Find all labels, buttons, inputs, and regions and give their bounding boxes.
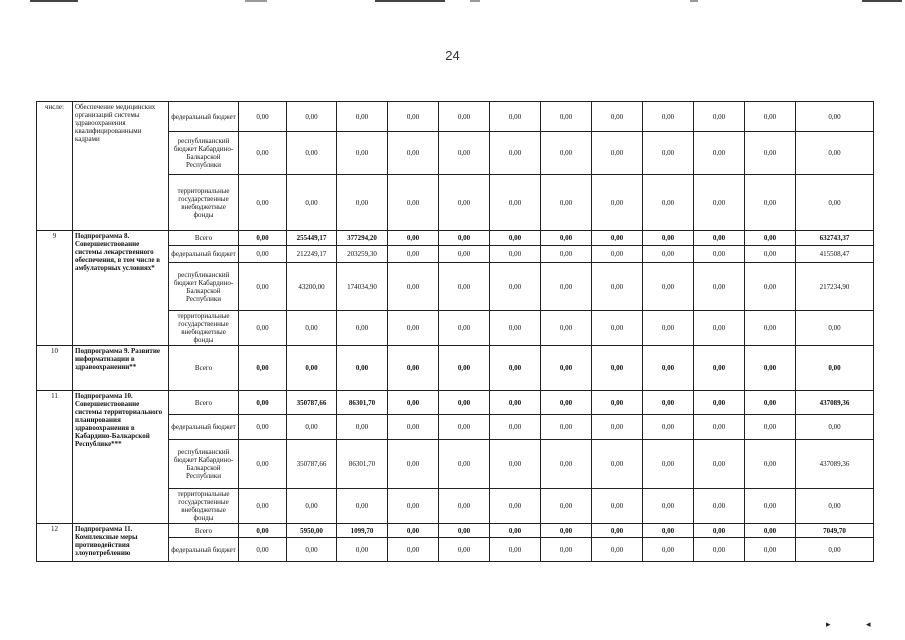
value-cell: 0,00	[541, 263, 592, 311]
funding-source: федеральный бюджет	[169, 102, 239, 132]
value-cell: 0,00	[592, 440, 643, 489]
value-cell: 0,00	[490, 415, 541, 440]
value-cell: 0,00	[541, 311, 592, 346]
value-cell: 0,00	[541, 346, 592, 391]
value-cell: 0,00	[643, 311, 694, 346]
value-cell: 0,00	[796, 489, 874, 524]
value-cell: 0,00	[745, 415, 796, 440]
value-cell: 0,00	[745, 231, 796, 246]
value-cell: 0,00	[388, 440, 439, 489]
funding-source: республиканский бюджет Кабардино-Балкарской Республики	[169, 263, 239, 311]
value-cell: 0,00	[490, 175, 541, 231]
value-cell: 0,00	[592, 102, 643, 132]
value-cell: 0,00	[287, 311, 337, 346]
value-cell: 0,00	[439, 391, 490, 415]
value-cell: 0,00	[337, 538, 388, 562]
value-cell: 0,00	[694, 524, 745, 538]
funding-source: Всего	[169, 391, 239, 415]
value-cell: 0,00	[439, 415, 490, 440]
value-cell: 212249,17	[287, 246, 337, 263]
value-cell: 377294,20	[337, 231, 388, 246]
value-cell: 0,00	[337, 415, 388, 440]
value-cell: 0,00	[745, 440, 796, 489]
budget-table	[36, 101, 874, 562]
value-cell: 0,00	[643, 524, 694, 538]
value-cell: 0,00	[337, 102, 388, 132]
value-cell: 0,00	[287, 132, 337, 175]
value-cell: 0,00	[439, 175, 490, 231]
value-cell: 0,00	[490, 263, 541, 311]
value-cell: 0,00	[694, 102, 745, 132]
value-cell: 0,00	[643, 440, 694, 489]
program-name: Подпрограмма 9. Развитие информатизации в здравоохранении**	[73, 346, 169, 391]
value-cell: 0,00	[239, 524, 287, 538]
funding-source: республиканский бюджет Кабардино-Балкарской Республики	[169, 440, 239, 489]
value-cell: 0,00	[239, 311, 287, 346]
value-cell: 86301,70	[337, 391, 388, 415]
value-cell: 0,00	[490, 440, 541, 489]
table-row	[37, 102, 874, 132]
value-cell: 0,00	[592, 175, 643, 231]
value-cell: 0,00	[694, 231, 745, 246]
value-cell: 0,00	[439, 346, 490, 391]
value-cell: 0,00	[745, 346, 796, 391]
value-cell: 350787,66	[287, 391, 337, 415]
funding-source: территориальные государственные внебюджетные фонды	[169, 175, 239, 231]
value-cell: 0,00	[694, 311, 745, 346]
value-cell: 0,00	[439, 102, 490, 132]
table-row	[37, 391, 874, 415]
value-cell: 0,00	[643, 231, 694, 246]
value-cell: 0,00	[643, 246, 694, 263]
value-cell: 0,00	[592, 346, 643, 391]
value-cell: 0,00	[745, 175, 796, 231]
value-cell: 0,00	[541, 175, 592, 231]
program-name: Подпрограмма 11. Комплексные меры противодействия злоупотреблению	[73, 524, 169, 562]
table-row	[37, 231, 874, 246]
funding-source: республиканский бюджет Кабардино-Балкарской Республики	[169, 132, 239, 175]
value-cell: 0,00	[439, 246, 490, 263]
value-cell: 437089,36	[796, 440, 874, 489]
value-cell: 0,00	[388, 246, 439, 263]
value-cell: 0,00	[796, 538, 874, 562]
value-cell: 350787,66	[287, 440, 337, 489]
value-cell: 0,00	[592, 263, 643, 311]
value-cell: 0,00	[694, 440, 745, 489]
value-cell: 0,00	[745, 391, 796, 415]
funding-source: территориальные государственные внебюджетные фонды	[169, 311, 239, 346]
value-cell: 0,00	[643, 263, 694, 311]
value-cell: 0,00	[388, 263, 439, 311]
value-cell: 0,00	[592, 132, 643, 175]
value-cell: 0,00	[643, 132, 694, 175]
value-cell: 0,00	[592, 311, 643, 346]
value-cell: 0,00	[388, 175, 439, 231]
value-cell: 0,00	[287, 489, 337, 524]
value-cell: 0,00	[439, 263, 490, 311]
value-cell: 0,00	[287, 102, 337, 132]
value-cell: 0,00	[796, 346, 874, 391]
value-cell: 7049,70	[796, 524, 874, 538]
table-row	[37, 346, 874, 391]
value-cell: 0,00	[694, 538, 745, 562]
value-cell: 0,00	[541, 246, 592, 263]
scan-top-edge	[0, 0, 905, 3]
value-cell: 0,00	[541, 440, 592, 489]
value-cell: 0,00	[490, 311, 541, 346]
value-cell: 0,00	[643, 489, 694, 524]
value-cell: 0,00	[239, 440, 287, 489]
value-cell: 43200,00	[287, 263, 337, 311]
value-cell: 0,00	[796, 311, 874, 346]
value-cell: 0,00	[439, 489, 490, 524]
value-cell: 0,00	[439, 311, 490, 346]
value-cell: 0,00	[490, 391, 541, 415]
value-cell: 0,00	[287, 346, 337, 391]
value-cell: 0,00	[592, 246, 643, 263]
value-cell: 86301,70	[337, 440, 388, 489]
value-cell: 0,00	[490, 524, 541, 538]
value-cell: 0,00	[388, 102, 439, 132]
table-row	[37, 524, 874, 538]
value-cell: 0,00	[439, 524, 490, 538]
value-cell: 0,00	[592, 231, 643, 246]
value-cell: 0,00	[796, 132, 874, 175]
scan-mark: ▸	[826, 619, 831, 629]
value-cell: 0,00	[745, 132, 796, 175]
value-cell: 0,00	[694, 415, 745, 440]
value-cell: 0,00	[239, 415, 287, 440]
value-cell: 174034,90	[337, 263, 388, 311]
value-cell: 0,00	[541, 415, 592, 440]
budget-table-container	[36, 101, 873, 562]
value-cell: 0,00	[337, 489, 388, 524]
value-cell: 0,00	[388, 391, 439, 415]
value-cell: 5950,00	[287, 524, 337, 538]
value-cell: 0,00	[541, 391, 592, 415]
value-cell: 0,00	[643, 175, 694, 231]
row-number: 9	[37, 231, 73, 346]
value-cell: 0,00	[541, 102, 592, 132]
value-cell: 0,00	[388, 132, 439, 175]
scan-mark: ◂	[866, 619, 871, 629]
value-cell: 0,00	[592, 391, 643, 415]
value-cell: 0,00	[643, 415, 694, 440]
value-cell: 0,00	[490, 346, 541, 391]
value-cell: 0,00	[388, 489, 439, 524]
program-name: Обеспечение медицинских организаций системы здравоохранения квалифицированными кадрами	[73, 102, 169, 231]
value-cell: 0,00	[239, 263, 287, 311]
value-cell: 0,00	[592, 489, 643, 524]
value-cell: 0,00	[239, 231, 287, 246]
value-cell: 0,00	[239, 175, 287, 231]
value-cell: 0,00	[239, 132, 287, 175]
value-cell: 0,00	[694, 489, 745, 524]
value-cell: 0,00	[592, 524, 643, 538]
value-cell: 0,00	[287, 538, 337, 562]
value-cell: 0,00	[592, 415, 643, 440]
row-number: 12	[37, 524, 73, 562]
value-cell: 0,00	[388, 231, 439, 246]
value-cell: 217234,90	[796, 263, 874, 311]
funding-source: федеральный бюджет	[169, 415, 239, 440]
value-cell: 0,00	[490, 102, 541, 132]
value-cell: 0,00	[643, 102, 694, 132]
program-name: Подпрограмма 8. Совершенствование системы лекарственного обеспечения, в том числе в амбулаторных условиях*	[73, 231, 169, 346]
value-cell: 0,00	[694, 246, 745, 263]
value-cell: 0,00	[388, 415, 439, 440]
value-cell: 0,00	[439, 538, 490, 562]
value-cell: 0,00	[643, 538, 694, 562]
value-cell: 0,00	[490, 132, 541, 175]
value-cell: 0,00	[745, 246, 796, 263]
value-cell: 0,00	[643, 346, 694, 391]
value-cell: 0,00	[796, 415, 874, 440]
value-cell: 0,00	[745, 311, 796, 346]
value-cell: 0,00	[694, 391, 745, 415]
value-cell: 0,00	[694, 132, 745, 175]
funding-source: федеральный бюджет	[169, 538, 239, 562]
value-cell: 0,00	[337, 346, 388, 391]
value-cell: 203259,30	[337, 246, 388, 263]
value-cell: 0,00	[541, 231, 592, 246]
value-cell: 0,00	[745, 102, 796, 132]
value-cell: 437089,36	[796, 391, 874, 415]
value-cell: 415508,47	[796, 246, 874, 263]
value-cell: 0,00	[796, 175, 874, 231]
value-cell: 0,00	[287, 175, 337, 231]
table-body	[37, 102, 874, 562]
value-cell: 0,00	[490, 489, 541, 524]
value-cell: 0,00	[694, 346, 745, 391]
program-name: Подпрограмма 10. Совершенствование системы территориального планирования здравоохранения в Кабардино-Балкарской Республике***	[73, 391, 169, 524]
value-cell: 0,00	[239, 346, 287, 391]
value-cell: 0,00	[541, 524, 592, 538]
value-cell: 0,00	[745, 524, 796, 538]
value-cell: 0,00	[745, 263, 796, 311]
row-number: числе:	[37, 102, 73, 231]
value-cell: 0,00	[388, 538, 439, 562]
value-cell: 0,00	[239, 538, 287, 562]
value-cell: 0,00	[239, 246, 287, 263]
value-cell: 0,00	[541, 132, 592, 175]
value-cell: 632743,37	[796, 231, 874, 246]
value-cell: 255449,17	[287, 231, 337, 246]
value-cell: 0,00	[694, 263, 745, 311]
value-cell: 0,00	[439, 132, 490, 175]
value-cell: 0,00	[337, 311, 388, 346]
value-cell: 0,00	[592, 538, 643, 562]
value-cell: 0,00	[745, 538, 796, 562]
value-cell: 0,00	[439, 440, 490, 489]
value-cell: 1099,70	[337, 524, 388, 538]
funding-source: территориальные государственные внебюджетные фонды	[169, 489, 239, 524]
row-number: 10	[37, 346, 73, 391]
value-cell: 0,00	[439, 231, 490, 246]
value-cell: 0,00	[287, 415, 337, 440]
value-cell: 0,00	[388, 524, 439, 538]
value-cell: 0,00	[694, 175, 745, 231]
value-cell: 0,00	[490, 231, 541, 246]
value-cell: 0,00	[541, 538, 592, 562]
value-cell: 0,00	[796, 102, 874, 132]
value-cell: 0,00	[490, 538, 541, 562]
value-cell: 0,00	[239, 391, 287, 415]
funding-source: Всего	[169, 524, 239, 538]
row-number: 11	[37, 391, 73, 524]
value-cell: 0,00	[239, 102, 287, 132]
value-cell: 0,00	[239, 489, 287, 524]
value-cell: 0,00	[490, 246, 541, 263]
value-cell: 0,00	[337, 175, 388, 231]
page-number: 24	[445, 48, 460, 63]
value-cell: 0,00	[337, 132, 388, 175]
value-cell: 0,00	[388, 346, 439, 391]
funding-source: Всего	[169, 231, 239, 246]
value-cell: 0,00	[745, 489, 796, 524]
value-cell: 0,00	[388, 311, 439, 346]
value-cell: 0,00	[643, 391, 694, 415]
value-cell: 0,00	[541, 489, 592, 524]
funding-source: Всего	[169, 346, 239, 391]
funding-source: федеральный бюджет	[169, 246, 239, 263]
